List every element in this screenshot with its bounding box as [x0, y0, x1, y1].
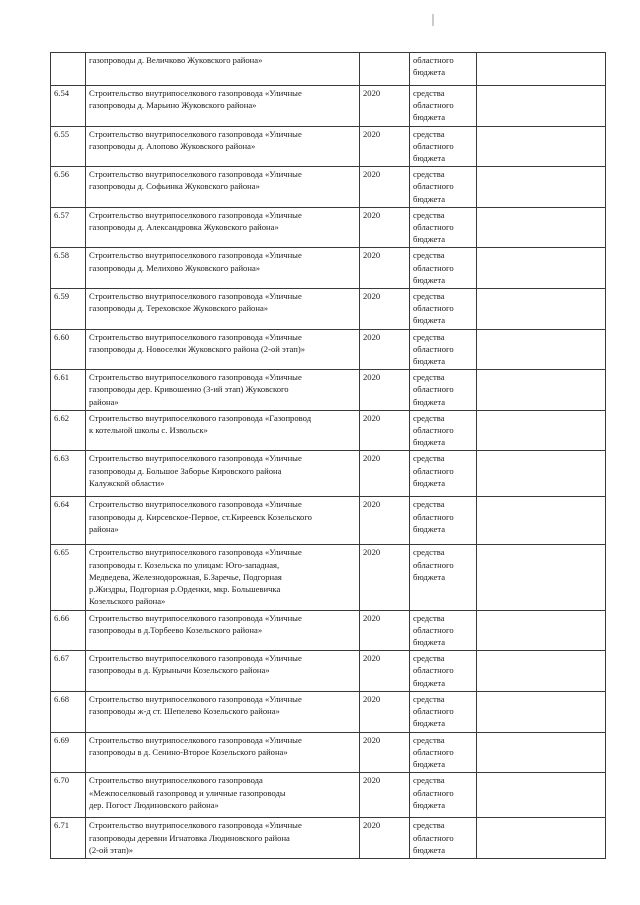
item-note	[477, 126, 606, 167]
item-year: 2020	[360, 248, 410, 289]
item-year: 2020	[360, 410, 410, 451]
row-number: 6.70	[51, 773, 86, 818]
item-name: Строительство внутрипоселкового газопровода «Уличные газопроводы в д.Торбеево Козельского района»	[86, 610, 360, 651]
item-note	[477, 410, 606, 451]
item-year: 2020	[360, 207, 410, 248]
row-number: 6.61	[51, 370, 86, 411]
item-year: 2020	[360, 126, 410, 167]
row-number: 6.54	[51, 86, 86, 127]
item-name: Строительство внутрипоселкового газопровода «Газопровод к котельной школы с. Извольск»	[86, 410, 360, 451]
row-number: 6.55	[51, 126, 86, 167]
item-year: 2020	[360, 497, 410, 545]
item-note	[477, 248, 606, 289]
table-row	[51, 732, 606, 773]
table-row	[51, 289, 606, 330]
item-note	[477, 329, 606, 370]
scan-artifact	[432, 14, 434, 26]
item-year: 2020	[360, 167, 410, 208]
item-note	[477, 651, 606, 692]
table-row	[51, 651, 606, 692]
item-note	[477, 53, 606, 86]
item-note	[477, 167, 606, 208]
item-note	[477, 289, 606, 330]
item-note	[477, 818, 606, 859]
funding-source: средства областного бюджета	[410, 818, 477, 859]
table-row	[51, 545, 606, 610]
funding-source: средства областного бюджета	[410, 86, 477, 127]
item-name: Строительство внутрипоселкового газопровода «Уличные газопроводы д. Алопово Жуковского района»	[86, 126, 360, 167]
funding-source: средства областного бюджета	[410, 167, 477, 208]
item-year	[360, 53, 410, 86]
row-number: 6.67	[51, 651, 86, 692]
item-name: Строительство внутрипоселкового газопровода «Уличные газопроводы г. Козельска по улицам: Юго-западная, Медведева, Железнодорожная, Б.Заречье, Подгорная р.Жиздры, Подгорная р.Орденки, мкр. Большевичка Козельского района»	[86, 545, 360, 610]
funding-source: средства областного бюджета	[410, 410, 477, 451]
table-row	[51, 451, 606, 497]
item-year: 2020	[360, 691, 410, 732]
item-name: Строительство внутрипоселкового газопровода «Уличные газопроводы д. Новоселки Жуковского района (2-ой этап)»	[86, 329, 360, 370]
item-year: 2020	[360, 651, 410, 692]
funding-source: средства областного бюджета	[410, 248, 477, 289]
funding-source: средства областного бюджета	[410, 497, 477, 545]
item-name: газопроводы д. Величково Жуковского района»	[86, 53, 360, 86]
row-number: 6.59	[51, 289, 86, 330]
item-note	[477, 545, 606, 610]
item-note	[477, 610, 606, 651]
item-year: 2020	[360, 818, 410, 859]
table-row	[51, 167, 606, 208]
item-note	[477, 497, 606, 545]
table-row	[51, 207, 606, 248]
item-name: Строительство внутрипоселкового газопровода «Уличные газопроводы д. Тереховское Жуковского района»	[86, 289, 360, 330]
item-name: Строительство внутрипоселкового газопровода «Уличные газопроводы д. Софьинка Жуковского района»	[86, 167, 360, 208]
item-name: Строительство внутрипоселкового газопровода «Уличные газопроводы д. Александровка Жуковского района»	[86, 207, 360, 248]
funding-source: средства областного бюджета	[410, 610, 477, 651]
row-number: 6.71	[51, 818, 86, 859]
item-note	[477, 451, 606, 497]
table-row	[51, 248, 606, 289]
program-table	[50, 52, 606, 859]
row-number: 6.63	[51, 451, 86, 497]
item-year: 2020	[360, 289, 410, 330]
item-year: 2020	[360, 329, 410, 370]
row-number: 6.57	[51, 207, 86, 248]
item-name: Строительство внутрипоселкового газопровода «Уличные газопроводы д. Мелихово Жуковского района»	[86, 248, 360, 289]
table-row	[51, 773, 606, 818]
funding-source: средства областного бюджета	[410, 329, 477, 370]
table-row	[51, 329, 606, 370]
funding-source: средства областного бюджета	[410, 289, 477, 330]
table-row	[51, 86, 606, 127]
item-name: Строительство внутрипоселкового газопровода «Уличные газопроводы д. Кирсевское-Первое, ст.Киреевск Козельского района»	[86, 497, 360, 545]
row-number: 6.58	[51, 248, 86, 289]
row-number: 6.64	[51, 497, 86, 545]
row-number: 6.65	[51, 545, 86, 610]
item-name: Строительство внутрипоселкового газопровода «Уличные газопроводы д. Марьино Жуковского района»	[86, 86, 360, 127]
item-name: Строительство внутрипоселкового газопровода «Межпоселковый газопровод и уличные газопроводы дер. Погост Людиновского района»	[86, 773, 360, 818]
item-name: Строительство внутрипоселкового газопровода «Уличные газопроводы ж-д ст. Шепелево Козельского района»	[86, 691, 360, 732]
row-number: 6.66	[51, 610, 86, 651]
funding-source: средства областного бюджета	[410, 651, 477, 692]
funding-source: областного бюджета	[410, 53, 477, 86]
funding-source: средства областного бюджета	[410, 370, 477, 411]
item-year: 2020	[360, 451, 410, 497]
item-name: Строительство внутрипоселкового газопровода «Уличные газопроводы деревни Игнатовка Людиновского района (2-ой этап)»	[86, 818, 360, 859]
row-number: 6.60	[51, 329, 86, 370]
table-row	[51, 691, 606, 732]
item-name: Строительство внутрипоселкового газопровода «Уличные газопроводы в д. Курынычи Козельского района»	[86, 651, 360, 692]
item-year: 2020	[360, 610, 410, 651]
item-note	[477, 773, 606, 818]
funding-source: средства областного бюджета	[410, 545, 477, 610]
funding-source: средства областного бюджета	[410, 732, 477, 773]
table-row	[51, 610, 606, 651]
funding-source: средства областного бюджета	[410, 691, 477, 732]
item-name: Строительство внутрипоселкового газопровода «Уличные газопроводы дер. Кривошеино (3-ий этап) Жуковского района»	[86, 370, 360, 411]
funding-source: средства областного бюджета	[410, 451, 477, 497]
table-row	[51, 818, 606, 859]
table-row	[51, 126, 606, 167]
item-year: 2020	[360, 773, 410, 818]
item-name: Строительство внутрипоселкового газопровода «Уличные газопроводы в д. Сенино-Второе Козельского района»	[86, 732, 360, 773]
table-row	[51, 53, 606, 86]
funding-source: средства областного бюджета	[410, 207, 477, 248]
row-number: 6.68	[51, 691, 86, 732]
item-name: Строительство внутрипоселкового газопровода «Уличные газопроводы д. Большое Заборье Кировского района Калужской области»	[86, 451, 360, 497]
table-row	[51, 370, 606, 411]
funding-source: средства областного бюджета	[410, 773, 477, 818]
item-note	[477, 732, 606, 773]
item-note	[477, 207, 606, 248]
item-year: 2020	[360, 370, 410, 411]
item-year: 2020	[360, 86, 410, 127]
row-number: 6.69	[51, 732, 86, 773]
item-year: 2020	[360, 732, 410, 773]
table-row	[51, 497, 606, 545]
item-note	[477, 370, 606, 411]
item-year: 2020	[360, 545, 410, 610]
table-body	[51, 53, 606, 859]
item-note	[477, 86, 606, 127]
funding-source: средства областного бюджета	[410, 126, 477, 167]
row-number	[51, 53, 86, 86]
row-number: 6.56	[51, 167, 86, 208]
table-row	[51, 410, 606, 451]
item-note	[477, 691, 606, 732]
row-number: 6.62	[51, 410, 86, 451]
